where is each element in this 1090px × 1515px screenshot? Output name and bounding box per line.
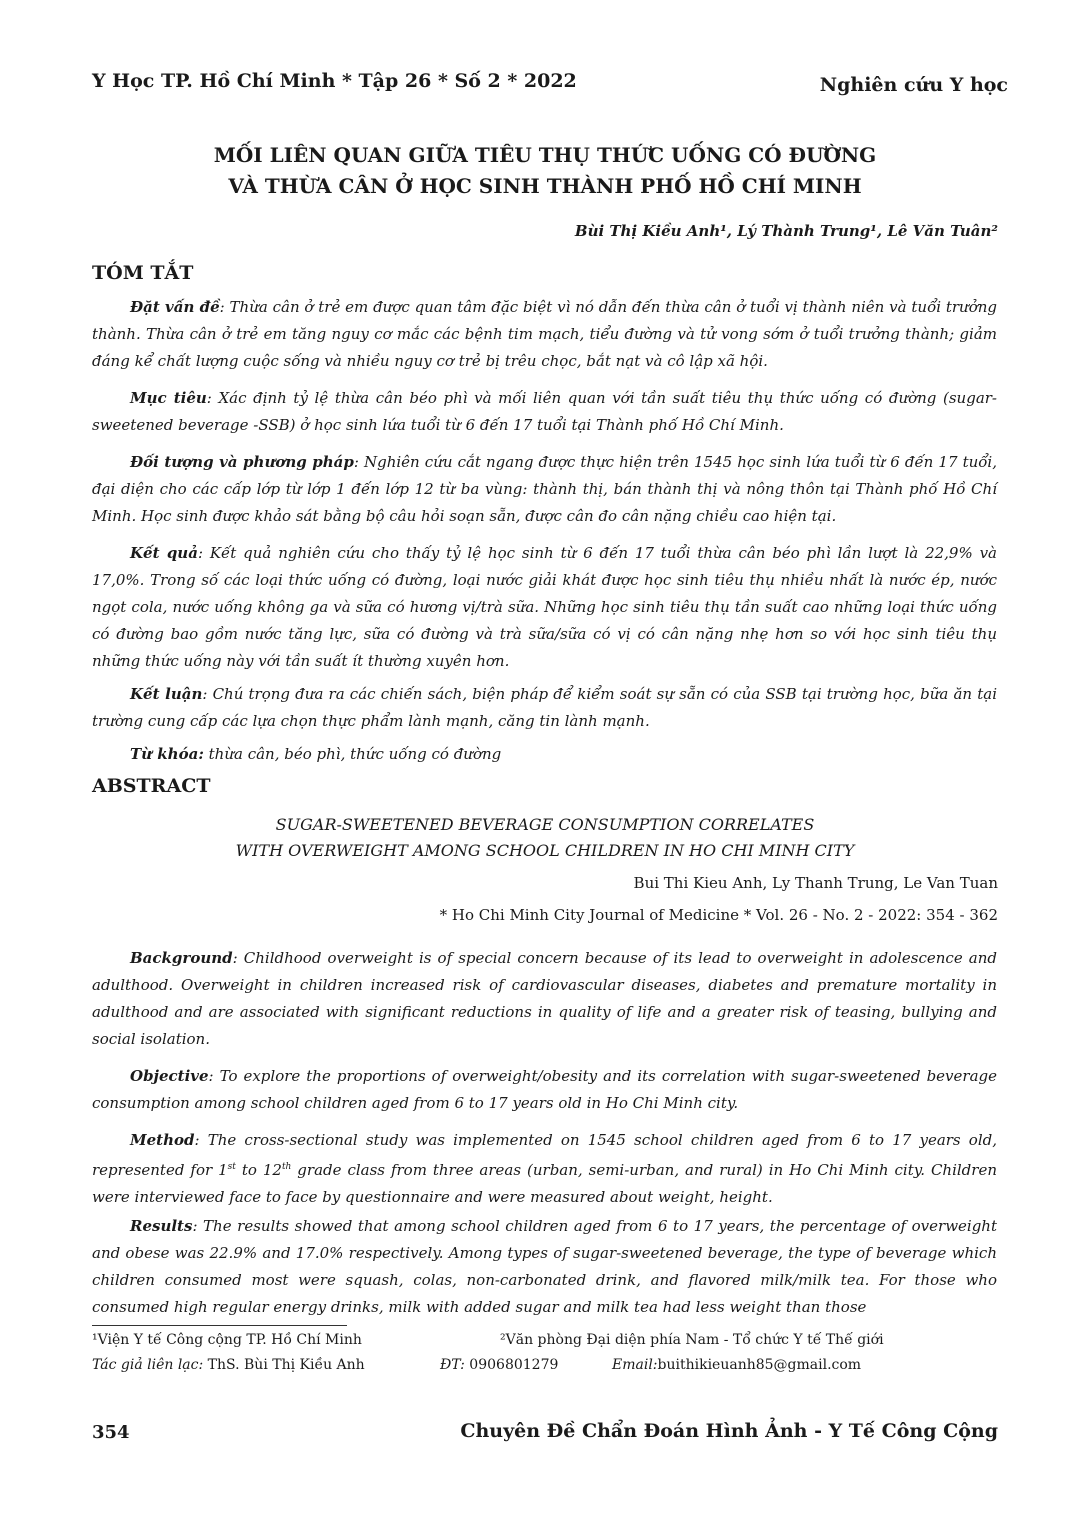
method-text-c: grade class from three areas (urban, semi-urban, and rural) in Ho Chi Minh city. Children were interviewed face to face by questionnaire and were measured about weight, height. [92, 1161, 997, 1206]
results-text: : The results showed that among school children aged from 6 to 17 years, the percentage of overweight and obese was 22.9% and 17.0% respectively. Among types of sugar-sweetened beverage, the type of beverage which children consumed most were squash, colas, non-carbonated drink, and flavored milk/milk tea. For those who consumed high regular energy drinks, milk with added sugar and milk tea had less weight than those [92, 1217, 997, 1316]
results-lead: Results [130, 1217, 193, 1235]
ketluan-paragraph [92, 681, 997, 735]
abstract-title-line-2: WITH OVERWEIGHT AMONG SCHOOL CHILDREN IN HO CHI MINH CITY [235, 841, 855, 860]
email-label: Email: [612, 1357, 658, 1373]
method-text-a: : The cross-sectional study was implemented on 1545 school children aged from 6 to 17 years old, represented for 1 [92, 1131, 997, 1179]
tukhoa-text: thừa cân, béo phì, thức uống có đường [203, 745, 502, 763]
affiliation-2: ²Văn phòng Đại diện phía Nam - Tổ chức Y tế Thế giới [500, 1332, 884, 1348]
section-label: Nghiên cứu Y học [819, 74, 1008, 96]
background-lead: Background [130, 949, 233, 967]
citation: * Ho Chi Minh City Journal of Medicine * Vol. 26 - No. 2 - 2022: 354 - 362 [439, 906, 998, 924]
page-number: 354 [92, 1422, 130, 1443]
background-text: : Childhood overweight is of special concern because of its lead to overweight in adolescence and adulthood. Overweight in children increased risk of cardiovascular diseases, diabetes and premature mortality in adulthood and are associated with significant reductions in quality of life and a greater risk of teasing, bullying and social isolation. [92, 949, 997, 1048]
phone-label: ĐT: [440, 1357, 465, 1373]
doituong-text: : Nghiên cứu cắt ngang được thực hiện trên 1545 học sinh lứa tuổi từ 6 đến 17 tuổi, đại diện cho các cấp lớp từ lớp 1 đến lớp 12 từ ba vùng: thành thị, bán thành thị và nông thôn tại Thành phố Hồ Chí Minh. Học sinh được khảo sát bằng bộ câu hỏi soạn sẵn, được cân đo cân nặng chiều cao hiện tại. [92, 453, 997, 525]
muctieu-text: : Xác định tỷ lệ thừa cân béo phì và mối liên quan với tần suất tiêu thụ thức uống có đường (sugar-sweetened beverage -SSB) ở học sinh lứa tuổi từ 6 đến 17 tuổi tại Thành phố Hồ Chí Minh. [92, 389, 998, 434]
contact-author [92, 1357, 365, 1373]
datvande-text: : Thừa cân ở trẻ em được quan tâm đặc biệt vì nó dẫn đến thừa cân ở tuổi vị thành niên và tuổi trưởng thành. Thừa cân ở trẻ em tăng nguy cơ mắc các bệnh tim mạch, tiểu đường và tử vong sớm ở tuổi trưởng thành; giảm đáng kể chất lượng cuộc sống và nhiều nguy cơ trẻ bị trêu chọc, bắt nạt và cô lập xã hội. [92, 298, 998, 370]
method-paragraph [92, 1127, 997, 1211]
contact-label: Tác giả liên lạc: [92, 1357, 204, 1373]
doituong-lead: Đối tượng và phương pháp [130, 453, 354, 471]
affiliation-1: ¹Viện Y tế Công cộng TP. Hồ Chí Minh [92, 1332, 362, 1348]
muctieu-lead: Mục tiêu [130, 389, 207, 407]
article-title-line-2: VÀ THỪA CÂN Ở HỌC SINH THÀNH PHỐ HỒ CHÍ MINH [228, 174, 862, 198]
method-lead: Method [130, 1131, 195, 1149]
objective-text: : To explore the proportions of overweight/obesity and its correlation with sugar-sweetened beverage consumption among school children aged from 6 to 17 years old in Ho Chi Minh city. [92, 1067, 997, 1112]
method-sup-2: th [281, 1162, 292, 1172]
abstract-authors: Bui Thi Kieu Anh, Ly Thanh Trung, Le Van Tuan [633, 874, 998, 892]
ketqua-lead: Kết quả [130, 544, 198, 562]
tukhoa-lead: Từ khóa: [130, 745, 204, 763]
tomtat-heading: TÓM TẮT [92, 262, 194, 284]
doituong-paragraph [92, 449, 997, 530]
abstract-title-line-1: SUGAR-SWEETENED BEVERAGE CONSUMPTION CORRELATES [275, 815, 815, 834]
ketqua-paragraph [92, 540, 997, 675]
ketqua-text: : Kết quả nghiên cứu cho thấy tỷ lệ học sinh từ 6 đến 17 tuổi thừa cân béo phì lần lượt là 22,9% và 17,0%. Trong số các loại thức uống có đường, loại nước giải khát được học sinh tiêu thụ nhiều nhất là nước ép, nước ngọt cola, nước uống không ga và sữa có hương vị/trà sữa. Những học sinh tiêu thụ tần suất cao những loại thức uống có đường bao gồm nước tăng lực, sữa có đường và trà sữa/sữa có vị có cân nặng nhẹ hơn so với học sinh tiêu thụ những thức uống này với tần suất ít thường xuyên hơn. [92, 544, 997, 670]
issue-title: Chuyên Đề Chẩn Đoán Hình Ảnh - Y Tế Công Cộng [460, 1420, 998, 1442]
muctieu-paragraph [92, 385, 997, 439]
datvande-lead: Đặt vấn đề [130, 298, 220, 316]
contact-name: ThS. Bùi Thị Kiều Anh [203, 1357, 365, 1373]
email-address: buithikieuanh85@gmail.com [657, 1357, 862, 1373]
abstract-heading: ABSTRACT [92, 775, 211, 797]
article-title-line-1: MỐI LIÊN QUAN GIỮA TIÊU THỤ THỨC UỐNG CÓ ĐƯỜNG [213, 143, 877, 167]
tukhoa-paragraph [92, 741, 997, 768]
objective-lead: Objective [130, 1067, 209, 1085]
ketluan-text: : Chú trọng đưa ra các chiến sách, biện pháp để kiểm soát sự sẵn có của SSB tại trường học, bữa ăn tại trường cung cấp các lựa chọn thực phẩm lành mạnh, căng tin lành mạnh. [92, 685, 997, 730]
journal-header: Y Học TP. Hồ Chí Minh * Tập 26 * Số 2 * 2022 [92, 70, 577, 92]
background-paragraph [92, 945, 997, 1053]
authors: Bùi Thị Kiều Anh¹, Lý Thành Trung¹, Lê Văn Tuân² [574, 222, 998, 240]
footnote-rule [92, 1325, 347, 1326]
method-text-b: to 12 [235, 1161, 282, 1179]
contact-phone [440, 1357, 558, 1373]
phone-number: 0906801279 [464, 1357, 559, 1373]
ketluan-lead: Kết luận [130, 685, 203, 703]
datvande-paragraph [92, 294, 997, 375]
method-sup-1: st [227, 1162, 236, 1172]
results-paragraph [92, 1213, 997, 1321]
objective-paragraph [92, 1063, 997, 1117]
contact-email [612, 1357, 861, 1373]
